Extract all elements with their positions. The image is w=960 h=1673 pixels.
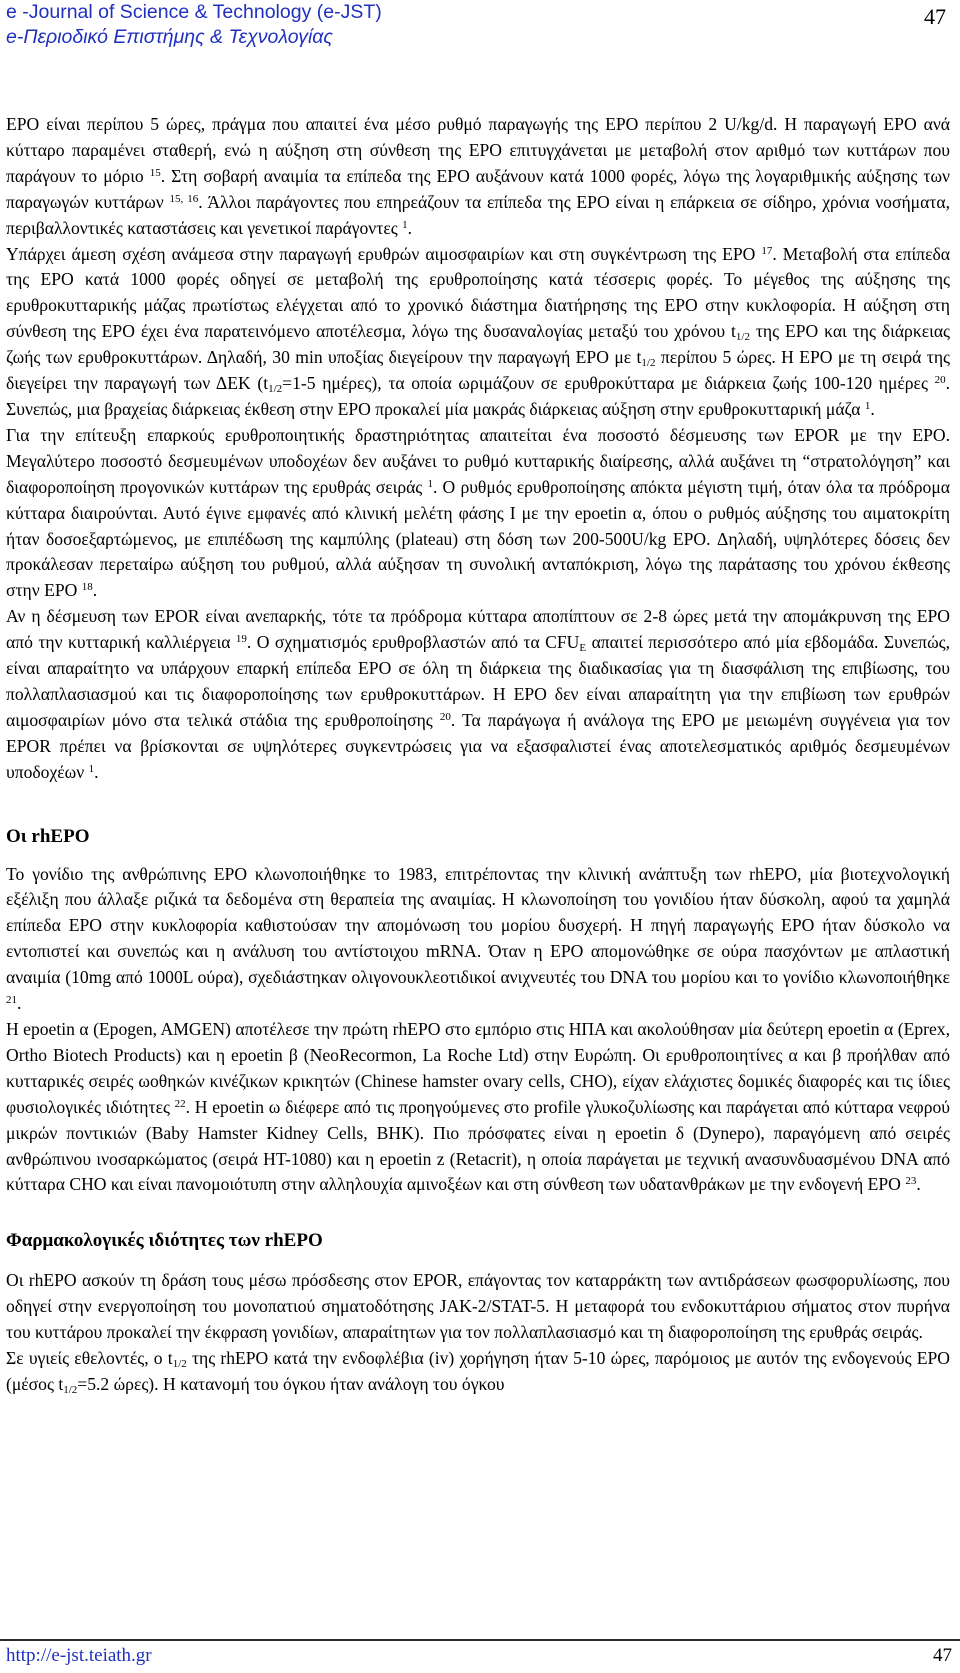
paragraph: Για την επίτευξη επαρκούς ερυθροποιητικής δραστηριότητας απαιτείται ένα ποσοστό δέσμευσης των EPOR με την EPO. Μεγαλύτερο ποσοστό δεσμευμένων υποδοχέων δεν αυξάνει το ρυθμό κυτταρικής διαίρεσης, αλλά αυξάνει τη “στρατολόγηση” και διαφοροποίηση προγονικών κυττάρων της ερυθράς σειράς $^1$. Ο ρυθμός ερυθροποίησης απόκτα μέγιστη τιμή, όταν όλα τα πρόδρομα κύτταρα διαιρούνται. Αυτό έγινε εμφανές από κλινική μελέτη φάσης I με την epoetin α, όπου ο ρυθμός αύξησης του αιματοκρίτη ήταν δοσοεξαρτώμενος, με επιπέδωση της καμπύλης (plateau) στη δόση των 200-500U/kg EPO. Δηλαδή, υψηλότερες δόσεις δεν προκάλεσαν περεταίρω αύξηση του ρυθμού, αλλά αύξησαν τη συνολική ανταπόκριση, λόγω της παράτασης του χρόνου έκθεσης στην EPO $^{18}$. xyxy=(6,424,950,601)
paragraph: Το γονίδιο της ανθρώπινης EPO κλωνοποιήθηκε το 1983, επιτρέποντας την κλινική ανάπτυξη των rhEPO, μία βιοτεχνολογική εξέλιξη που άλλαξε ριζικά τα δεδομένα στη θεραπεία της αναιμίας. Η κλωνοποίηση του γονιδίου ήταν δύσκολη, αφού τα χαμηλά επίπεδα EPO στην κυκλοφορία καθιστούσαν την απομόνωση του μορίου δυσχερή. Η πηγή παραγωγής EPO ήταν δύσκολο να εντοπιστεί και συνεπώς και η ανάλυση του αντίστοιχου mRNA. Όταν η EPO απομονώθηκε σε ούρα πασχόντων με απλαστική αναιμία (10mg από 1000L ούρα), σχεδιάστηκαν ολιγονουκλεοτιδικοί ανιχνευτές του DNA του μορίου και το γονίδιο κλωνοποιήθηκε $^{21}$. xyxy=(6,863,950,1014)
paragraph: EPO είναι περίπου 5 ώρες, πράγμα που απαιτεί ένα μέσο ρυθμό παραγωγής της EPO περίπου 2 U/kg/d. Η παραγωγή EPO ανά κύτταρο παραμένει σταθερή, ενώ η αύξηση στη σύνθεση της EPO επιτυγχάνεται με μεταβολή στον αριθμό των κυττάρων που παράγουν το μόριο $^{15}$. Στη σοβαρή αναιμία τα επίπεδα της EPO αυξάνουν κατά 1000 φορές, λόγω της λογαριθμικής αύξησης των παραγωγών κυττάρων $^{15, 16}$. Άλλοι παράγοντες που επηρεάζουν τα επίπεδα της EPO είναι η επάρκεια σε σίδηρο, χρόνια νοσήματα, περιβαλλοντικές καταστάσεις και γενετικοί παράγοντες $^1$. xyxy=(6,114,950,238)
journal-title-gr: e-Περιοδικό Επιστήμης & Τεχνολογίας xyxy=(6,26,333,48)
citation[interactable]: 19 xyxy=(235,633,247,646)
footer-url-link[interactable]: http://e-jst.teiath.gr xyxy=(6,1645,152,1666)
citation[interactable]: 15, 16 xyxy=(169,192,199,205)
footer-page-number: 47 xyxy=(933,1645,952,1666)
header-page-number: 47 xyxy=(924,4,946,29)
citation[interactable]: 1 xyxy=(402,218,408,231)
paragraph: Υπάρχει άμεση σχέση ανάμεσα στην παραγωγή ερυθρών αιμοσφαιρίων και στη συγκέντρωση της EPO $^{17}$. Μεταβολή στα επίπεδα της EPO κατά 1000 φορές οδηγεί σε μεταβολή της ερυθροποίησης κατά τέσσερις φορές. Το μέγεθος της αύξησης της ερυθροκυτταρικής μάζας πρωτίστως ελέγχεται από το χρονικό διάστημα διατήρησης της EPO στην κυκλοφορία. Η αύξηση στη σύνθεση της EPO έχει ένα παρατεινόμενο αποτέλεσμα, λόγω της δυσαναλογίας μεταξύ του χρόνου $t_{1/2}$ της EPO και της διάρκειας ζωής των ερυθροκυττάρων. Δηλαδή, 30 min υποξίας διεγείρουν την παραγωγή EPO με $t_{1/2}$ περίπου 5 ώρες. Η EPO με τη σειρά της διεγείρει την παραγωγή των ΔΕΚ ($t_{1/2}=1-5$ ημέρες), τα οποία ωριμάζουν σε ερυθροκύτταρα με διάρκεια ζωής 100-120 ημέρες $^{20}$. Συνεπώς, μια βραχείας διάρκειας έκθεση στην EPO προκαλεί μία μακράς διάρκειας αύξηση στην ερυθροκυτταρική μάζα $^1$. xyxy=(6,243,951,419)
citation[interactable]: 20 xyxy=(934,374,946,387)
citation[interactable]: 1 xyxy=(427,477,433,490)
journal-title-en: e -Journal of Science & Technology (e-JST) xyxy=(6,1,382,23)
citation[interactable]: 17 xyxy=(761,244,773,257)
article-body xyxy=(6,112,950,1398)
citation[interactable]: 1 xyxy=(864,399,871,412)
citation[interactable]: 20 xyxy=(439,710,451,723)
citation[interactable]: 1 xyxy=(88,762,95,775)
citation[interactable]: 22 xyxy=(174,1097,186,1110)
paragraph: Αν η δέσμευση των EPOR είναι ανεπαρκής, τότε τα πρόδρομα κύτταρα αποπίπτουν σε 2-8 ώρες μετά την απομάκρυνση της EPO από την κυτταρική καλλιέργεια $^{19}$. Ο σχηματισμός ερυθροβλαστών από τα $CFU_E$ απαιτεί περισσότερο από μία εβδομάδα. Συνεπώς, είναι απαραίτητο να υπάρχουν επαρκή επίπεδα EPO σε όλη τη διάρκεια της διαδικασίας για τη διασφάλιση της επιβίωσης, του πολλαπλασιασμού και τις διαφοροποίησης των ερυθροκυττάρων. Η EPO δεν είναι απαραίτητη για την επιβίωση των ερυθρών αιμοσφαιρίων μόνο στα τελικά στάδια της ερυθροποίησης $^{20}$. Τα παράγωγα ή ανάλογα της EPO με μειωμένη συγγένεια για τον EPOR πρέπει να βρίσκονται σε υψηλότερες συγκεντρώσεις για να εξασφαλιστεί ένας αποτελεσματικός αριθμός δεσμευμένων υποδοχέων $^1$. xyxy=(6,606,951,782)
section-heading-pharmacology: Φαρμακολογικές ιδιότητες των rhEPO xyxy=(6,1230,323,1252)
paragraph: Η epoetin α (Epogen, AMGEN) αποτέλεσε την πρώτη rhEPO στο εμπόριο στις ΗΠΑ και ακολούθησαν μία δεύτερη epoetin α (Eprex, Ortho Biotech Products) και η epoetin β (NeoRecormon, La Roche Ltd) στην Ευρώπη. Οι ερυθροποιητίνες α και β προήλθαν από κυτταρικές σειρές ωοθηκών κινέζικων κρικητών (Chinese hamster ovary cells, CHO), είχαν ελάχιστες δομικές διαφορές και τις ίδιες φυσιολογικές ιδιότητες $^{22}$. Η epoetin ω διέφερε από τις προηγούμενες στο profile γλυκοζυλίωσης και παράγεται από κύτταρα νεφρού μικρών ποντικιών (Baby Hamster Kidney Cells, BHK). Πιο πρόσφατες είναι η epoetin δ (Dynepo), παραγόμενη από σειρές ανθρώπινου ινοσαρκώματος (σειρά HT-1080) και η epoetin z (Retacrit), η οποία παράγεται με τεχνική ανασυνδυασμένου DNA από κύτταρα CHO και είναι πανομοιότυπη στην αλληλουχία αμινοξέων και στη σύνθεση των υδατανθράκων με την ενδογενή EPO $^{23}$. xyxy=(6,1019,950,1195)
page-header xyxy=(6,0,954,60)
citation[interactable]: 23 xyxy=(905,1175,917,1188)
citation[interactable]: 18 xyxy=(81,581,93,594)
citation[interactable]: 15 xyxy=(149,166,161,179)
page-footer xyxy=(0,1639,960,1673)
paragraph: Σε υγιείς εθελοντές, ο $t_{1/2}$ της rhEPO κατά την ενδοφλέβια (iv) χορήγηση ήταν 5-10 ώρες, παρόμοιος με αυτόν της ενδογενούς EPO (μέσος $t_{1/2}=5.2$ ώρες). Η κατανομή του όγκου ήταν ανάλογη του όγκου xyxy=(6,1348,950,1396)
paragraph: Οι rhEPO ασκούν τη δράση τους μέσω πρόσδεσης στον EPOR, επάγοντας τον καταρράκτη των αντιδράσεων φωσφορυλίωσης, που οδηγεί στην ενεργοποίηση του μονοπατιού σηματοδότησης JAK-2/STAT-5. Η μεταφορά του ενδοκυττάριου σήματος στον πυρήνα του κυττάρου προκαλεί την έκφραση γονιδίων, απαραίτητων για τον πολλαπλασιασμό και τη διαφοροποίηση της ερυθράς σειράς. xyxy=(6,1270,950,1343)
citation[interactable]: 21 xyxy=(6,994,17,1007)
section-heading-rhepo: Οι rhEPO xyxy=(6,825,90,847)
